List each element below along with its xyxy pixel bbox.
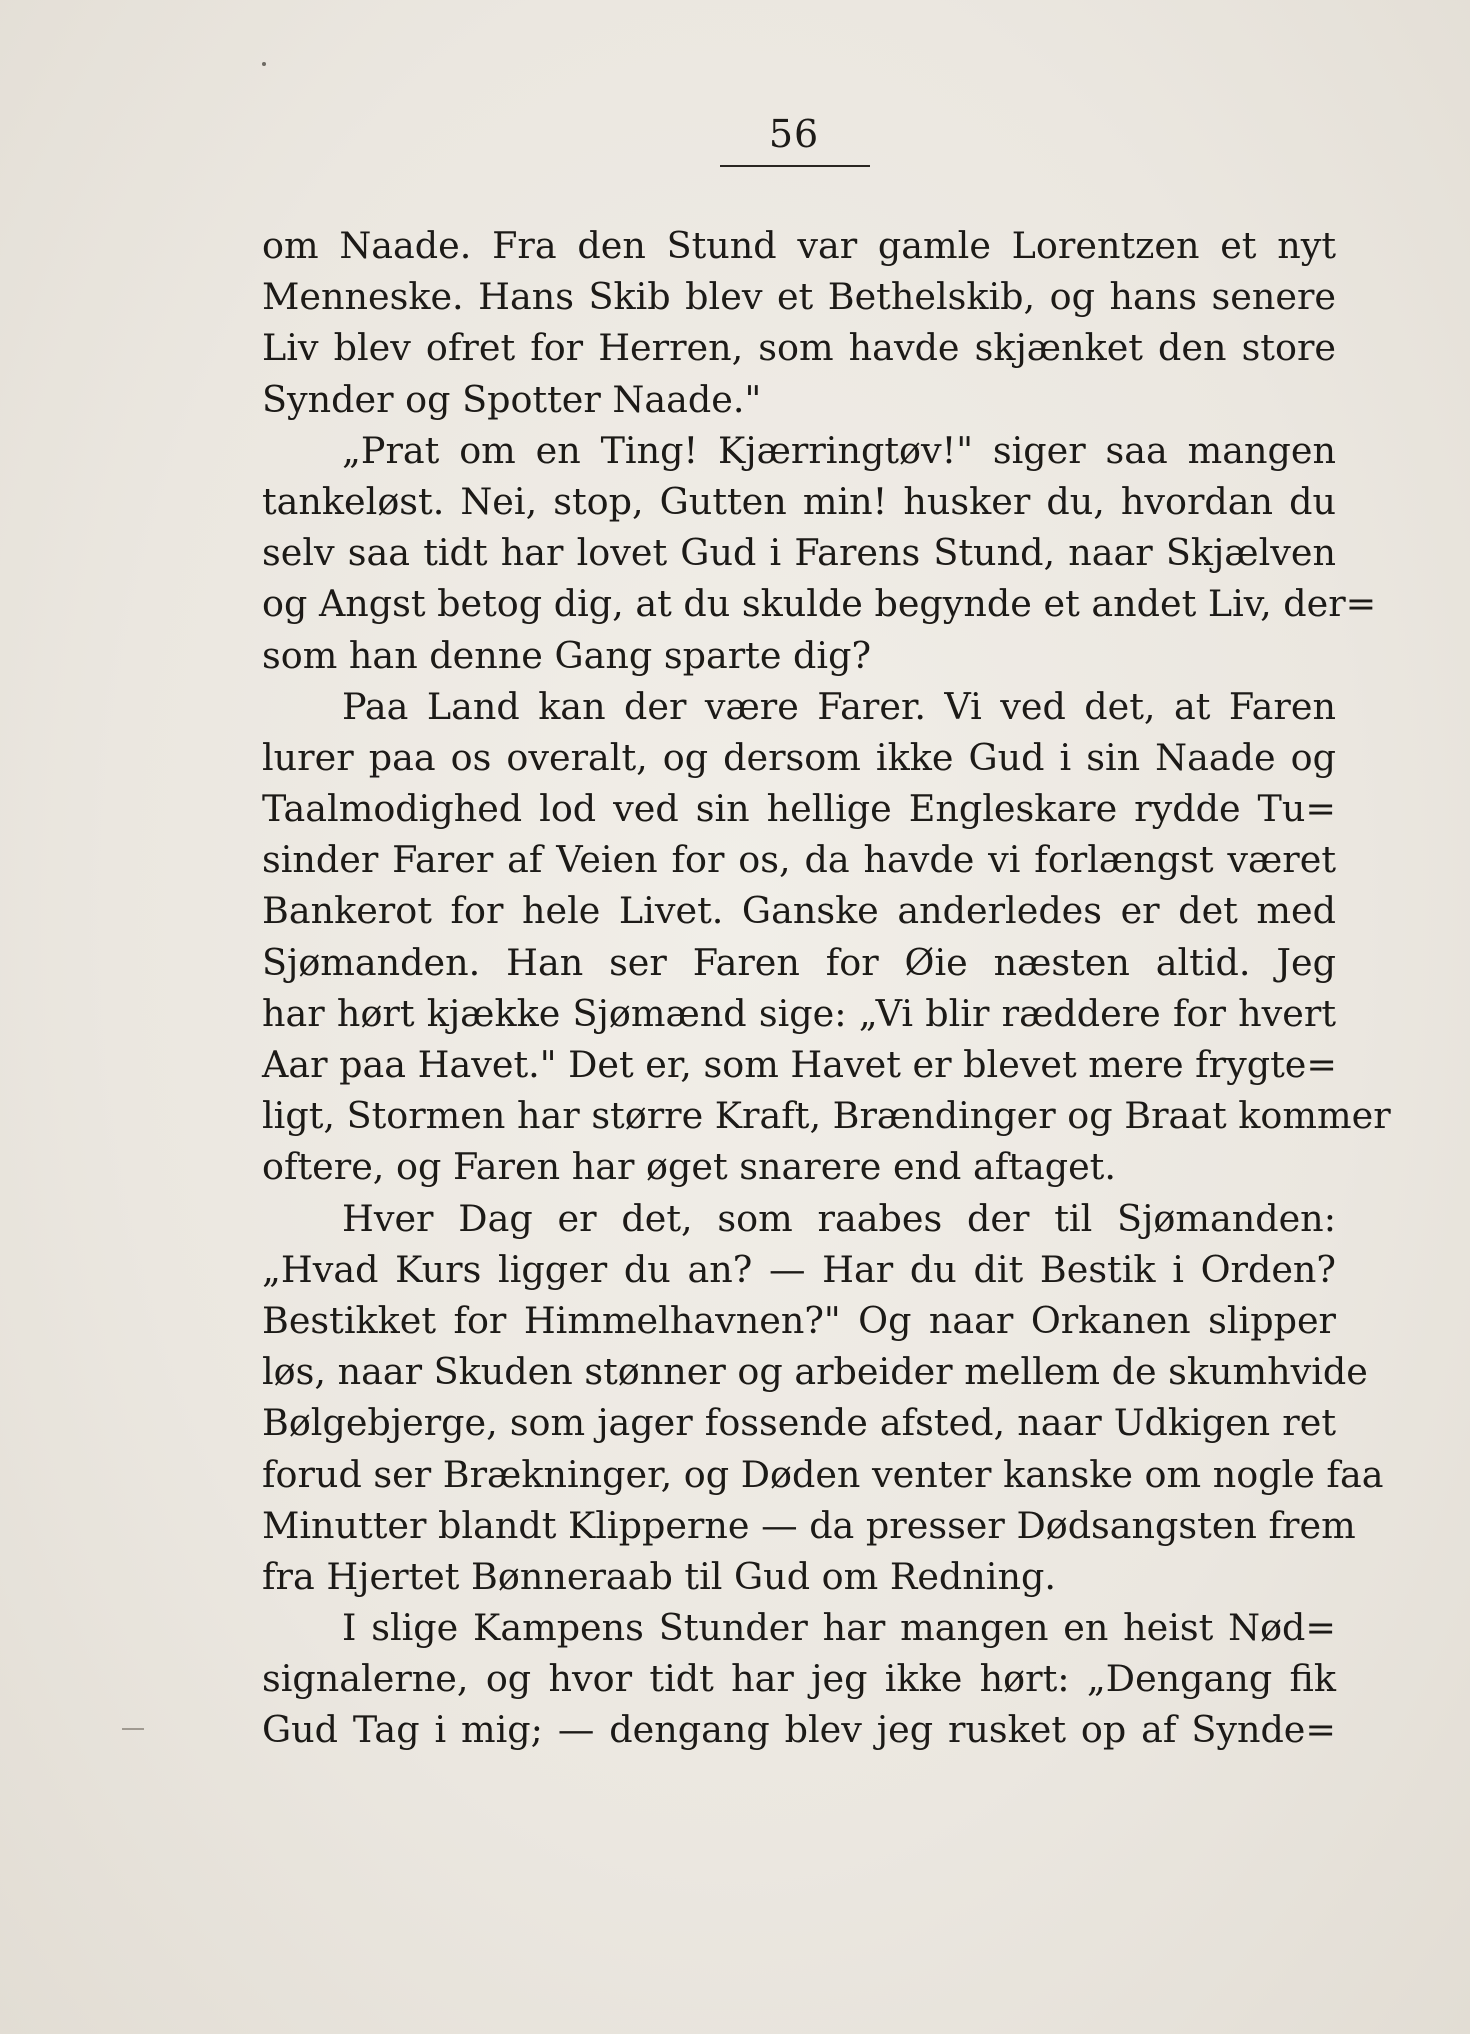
text-line: Aar paa Havet." Det er, som Havet er blevet mere frygte= [262, 1043, 1337, 1086]
text-line: Paa Land kan der være Farer. Vi ved det, at Faren [342, 684, 1336, 728]
body-text [262, 220, 1391, 1756]
text-line: lurer paa os overalt, og dersom ikke Gud i sin Naade og [262, 735, 1336, 779]
paper-speck [262, 62, 266, 66]
text-line: og Angst betog dig, at du skulde begynde et andet Liv, der= [262, 582, 1377, 626]
text-line: Taalmodighed lod ved sin hellige Engleskare rydde Tu= [262, 787, 1336, 831]
text-line: Bølgebjerge, som jager fossende afsted, naar Udkigen ret [262, 1401, 1336, 1445]
text-line: „Hvad Kurs ligger du an? — Har du dit Bestik i Orden? [262, 1247, 1336, 1291]
margin-mark [122, 1728, 144, 1730]
text-line: selv saa tidt har lovet Gud i Farens Stund, naar Skjælven [262, 531, 1336, 575]
text-line: har hørt kjække Sjømænd sige: „Vi blir ræddere for hvert [262, 991, 1336, 1035]
text-line: fra Hjertet Bønneraab til Gud om Redning. [262, 1554, 1056, 1598]
text-line: om Naade. Fra den Stund var gamle Lorentzen et nyt [262, 224, 1336, 267]
text-line: Hver Dag er det, som raabes der til Sjømanden: [342, 1196, 1336, 1240]
text-line: Bankerot for hele Livet. Ganske anderledes er det med [262, 889, 1336, 933]
text-line: Bestikket for Himmelhavnen?" Og naar Orkanen slipper [262, 1298, 1336, 1342]
text-line: sinder Farer af Veien for os, da havde vi forlængst været [262, 838, 1336, 882]
text-line: oftere, og Faren har øget snarere end aftaget. [262, 1145, 1116, 1189]
text-line: Minutter blandt Klipperne — da presser Dødsangsten frem [262, 1503, 1356, 1547]
text-line: Synder og Spotter Naade." [262, 377, 762, 421]
text-line: ligt, Stormen har større Kraft, Brændinger og Braat kommer [262, 1094, 1391, 1138]
text-line: tankeløst. Nei, stop, Gutten min! husker du, hvordan du [262, 479, 1336, 523]
text-line: forud ser Brækninger, og Døden venter kanske om nogle faa [262, 1452, 1384, 1496]
text-line: Liv blev ofret for Herren, som havde skjænket den store [262, 326, 1336, 370]
text-line: Menneske. Hans Skib blev et Bethelskib, og hans senere [262, 275, 1336, 319]
text-line: I slige Kampens Stunder har mangen en heist Nød= [342, 1606, 1336, 1650]
text-line: Sjømanden. Han ser Faren for Øie næsten altid. Jeg [262, 940, 1336, 984]
page-number: 56 [768, 112, 820, 156]
text-line: „Prat om en Ting! Kjærringtøv!" siger saa mangen [342, 428, 1336, 472]
text-line: som han denne Gang sparte dig? [262, 633, 872, 677]
page-number-rule [720, 165, 870, 167]
text-line: Gud Tag i mig; — dengang blev jeg rusket op af Synde= [262, 1708, 1336, 1752]
text-line: løs, naar Skuden stønner og arbeider mellem de skumhvide [262, 1350, 1368, 1394]
text-line: signalerne, og hvor tidt har jeg ikke hørt: „Dengang fik [262, 1657, 1336, 1701]
